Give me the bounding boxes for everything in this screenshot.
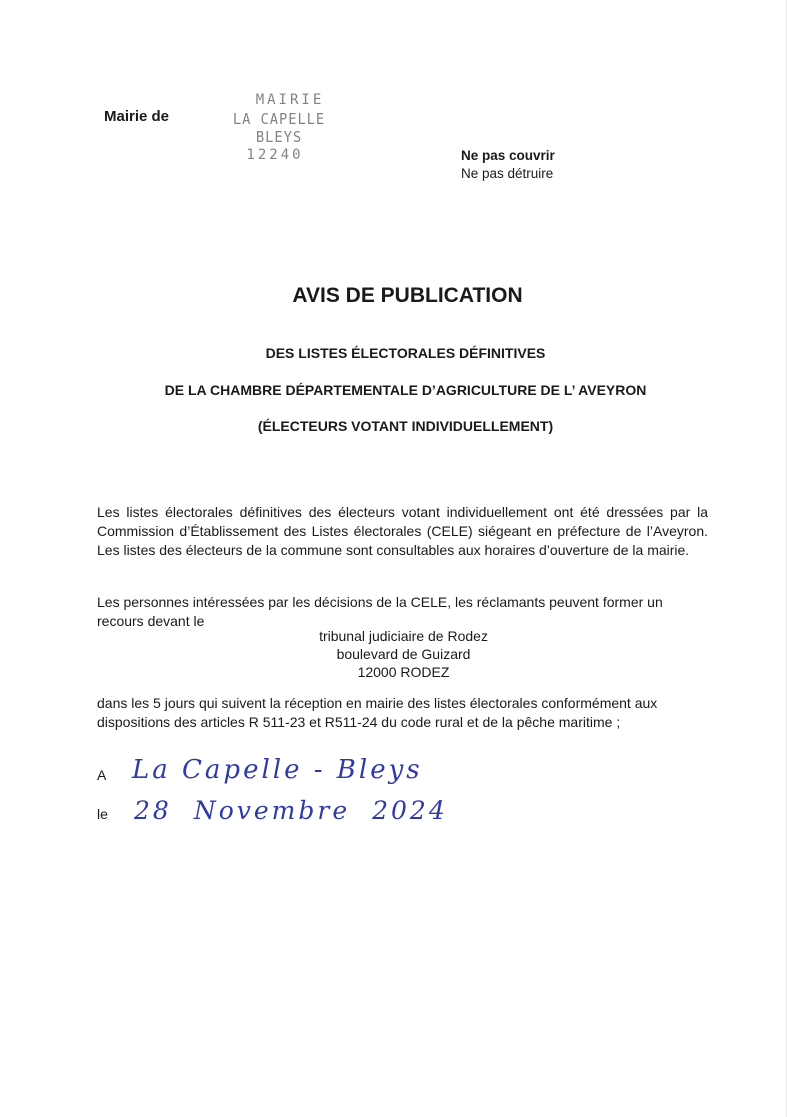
stamp-line-1: MAIRIE [255, 92, 325, 108]
address-line-2: boulevard de Guizard [336, 646, 471, 662]
date-day: 28 [134, 796, 172, 825]
handwritten-date [134, 796, 470, 825]
paragraph-lists-drawn-up: Les listes électorales définitives des électeurs votant individuellement ont été dressées par la Commission d’Établissement des Listes électorales (CELE) siégeant en préfecture de l’Aveyron. Les listes des électeurs de la commune sont consultables aux horaires d’ouverture de la mairie. [97, 504, 708, 558]
subtitle-chamber: DE LA CHAMBRE DÉPARTEMENTALE D’AGRICULTURE DE L’ AVEYRON [164, 382, 647, 398]
notice-do-not-destroy: Ne pas détruire [461, 166, 554, 181]
mairie-label: Mairie de [104, 108, 170, 125]
mairie-stamp [204, 92, 354, 163]
stamp-line-2: LA CAPELLE BLEYS [232, 110, 326, 146]
subtitle-voters: (ÉLECTEURS VOTANT INDIVIDUELLEMENT) [257, 418, 554, 434]
address-line-1: tribunal judiciaire de Rodez [319, 628, 488, 644]
place-label: A [97, 767, 107, 783]
date-label: le [97, 806, 108, 822]
page-title: AVIS DE PUBLICATION [292, 284, 523, 307]
tribunal-address [10, 627, 787, 681]
date-year: 2024 [372, 796, 448, 825]
posting-notice [461, 147, 555, 183]
handwritten-place: La Capelle - Bleys [132, 755, 423, 785]
address-line-3: 12000 RODEZ [357, 664, 450, 680]
subtitle-lists: DES LISTES ÉLECTORALES DÉFINITIVES [265, 345, 546, 361]
paragraph-deadline: dans les 5 jours qui suivent la réception en mairie des listes électorales conformément aux dispositions des articles R 511-23 et R511-24 du code rural et de la pêche maritime ; [97, 695, 658, 730]
date-month: Novembre [193, 796, 351, 825]
stamp-line-3: 12240 [246, 147, 304, 163]
paragraph-appeal: Les personnes intéressées par les décisions de la CELE, les réclamants peuvent former un recours devant le [97, 594, 663, 629]
notice-do-not-cover: Ne pas couvrir [461, 148, 555, 163]
